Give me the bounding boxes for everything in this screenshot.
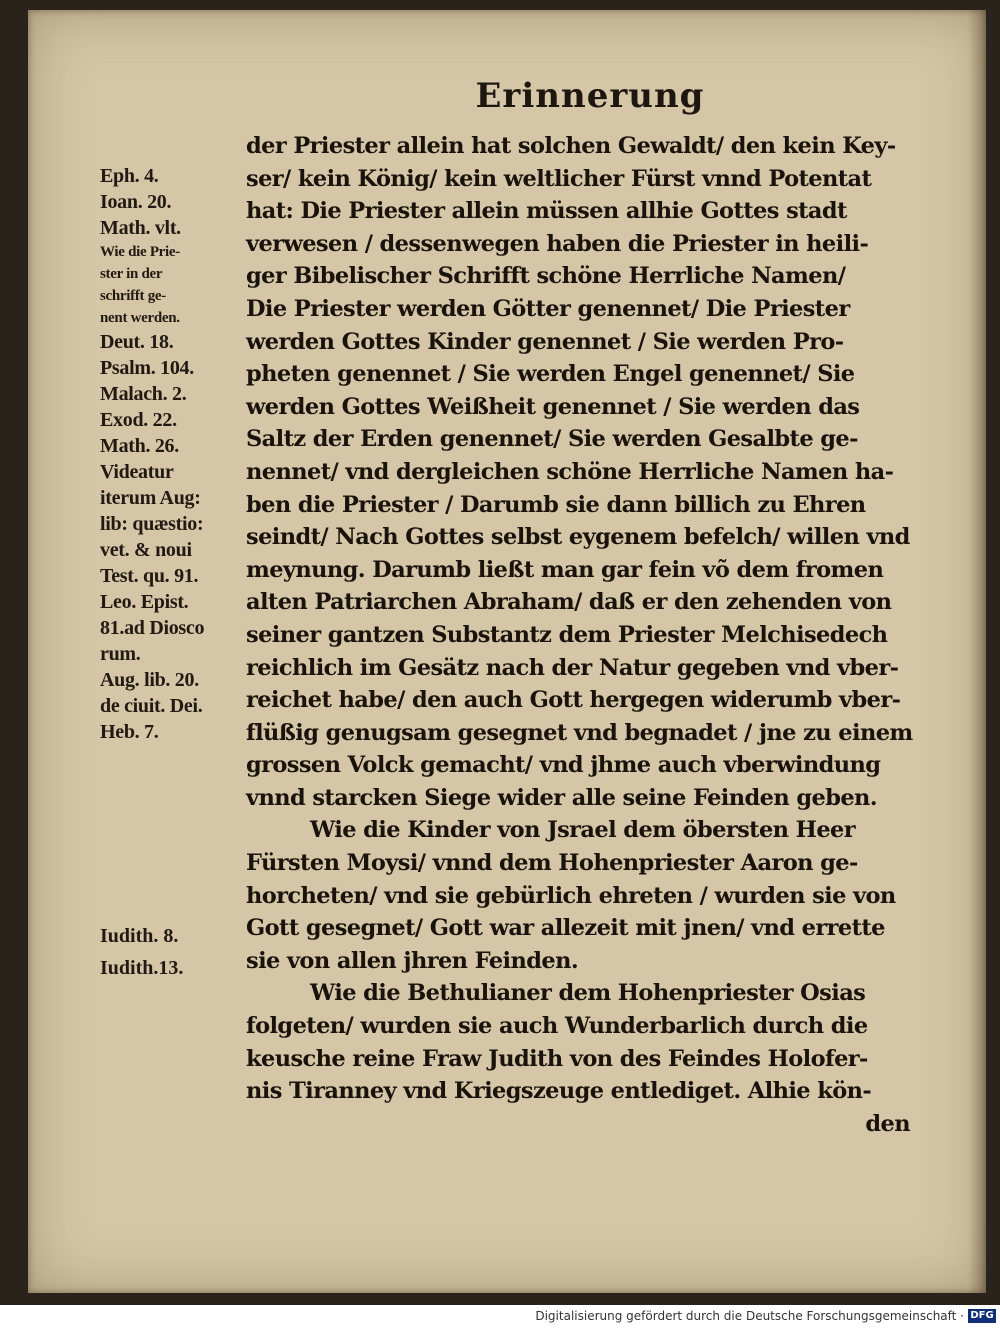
margin-note: Test. qu. 91. [100,565,199,587]
margin-note: Psalm. 104. [100,357,194,379]
text-line: Wie die Bethulianer dem Hohenpriester Osias [310,980,866,1007]
margin-note: ster in der [100,266,163,282]
text-line: grossen Volck gemacht/ vnd jhme auch vberwindung [246,752,881,779]
margin-note: rum. [100,643,141,665]
margin-note: Iudith. 8. [100,925,179,947]
text-line: nennet/ vnd dergleichen schöne Herrliche Namen ha- [246,458,894,485]
text-line: folgeten/ wurden sie auch Wunderbarlich durch die [246,1013,868,1040]
margin-note: Heb. 7. [100,721,159,743]
margin-note: Iudith.13. [100,957,184,979]
margin-note: Math. vlt. [100,217,181,239]
margin-note: Wie die Prie- [100,244,180,260]
margin-note: 81.ad Diosco [100,617,205,639]
text-line: ben die Priester / Darumb sie dann billich zu Ehren [246,491,866,518]
text-line: ser/ kein König/ kein weltlicher Fürst vnnd Potentat [246,165,872,192]
margin-note: lib: quæstio: [100,513,204,535]
text-line: sie von allen jhren Feinden. [246,947,579,974]
main-text [246,130,946,1140]
text-line: werden Gottes Weißheit genennet / Sie werden das [246,393,860,420]
text-line: seiner gantzen Substantz dem Priester Melchisedech [246,621,888,648]
text-line: werden Gottes Kinder genennet / Sie werden Pro- [246,328,844,355]
running-head: Erinnerung [475,76,705,116]
margin-notes-lower [100,920,245,984]
text-line: verwesen / dessenwegen haben die Priester in heili- [246,230,869,257]
margin-note: Aug. lib. 20. [100,669,199,691]
text-line: Die Priester werden Götter genennet/ Die Priester [246,295,850,322]
text-line: reichlich im Gesätz nach der Natur gegeben vnd vber- [246,654,899,681]
margin-note: de ciuit. Dei. [100,695,203,717]
text-line: seindt/ Nach Gottes selbst eygenem befelch/ willen vnd [246,524,910,551]
margin-note: Exod. 22. [100,409,177,431]
margin-note: vet. & noui [100,539,192,561]
margin-note: Eph. 4. [100,165,159,187]
text-line: Wie die Kinder von Jsrael dem öbersten Heer [310,817,856,844]
page-edge-shadow [968,10,986,1293]
text-line: Fürsten Moysi/ vnnd dem Hohenpriester Aaron ge- [246,850,858,877]
margin-notes [100,163,245,745]
text-line: vnnd starcken Siege wider alle seine Feinden geben. [246,784,878,811]
margin-note: Deut. 18. [100,331,174,353]
text-line: horcheten/ vnd sie gebürlich ehreten / wurden sie von [246,882,896,909]
margin-note: Videatur [100,461,174,483]
text-line: keusche reine Fraw Judith von des Feindes Holofer- [246,1045,868,1072]
margin-note: schrifft ge- [100,288,166,304]
funding-notice: Digitalisierung gefördert durch die Deutsche Forschungsgemeinschaft · [535,1309,964,1323]
text-line: der Priester allein hat solchen Gewaldt/ den kein Key- [246,133,896,159]
dfg-logo: DFG [968,1309,996,1323]
catchword: den [865,1110,910,1137]
text-line: meynung. Darumb ließt man gar fein võ dem fromen [246,556,884,583]
text-line: hat: Die Priester allein müssen allhie Gottes stadt [246,198,847,225]
text-line: reichet habe/ den auch Gott hergegen widerumb vber- [246,687,901,714]
text-line: pheten genennet / Sie werden Engel genennet/ Sie [246,361,855,388]
margin-note: iterum Aug: [100,487,201,509]
text-line: ger Bibelischer Schrifft schöne Herrliche Namen/ [246,263,846,290]
text-line: Saltz der Erden genennet/ Sie werden Gesalbte ge- [246,426,858,453]
margin-note: Ioan. 20. [100,191,172,213]
footer-bar [0,1305,1000,1328]
margin-note: Malach. 2. [100,383,187,405]
text-line: nis Tiranney vnd Kriegszeuge entlediget. Alhie kön- [246,1078,872,1105]
margin-note: nent werden. [100,310,180,326]
margin-note: Math. 26. [100,435,179,457]
text-line: Gott gesegnet/ Gott war allezeit mit jnen/ vnd errette [246,915,885,942]
margin-note: Leo. Epist. [100,591,189,613]
text-line: flüßig genugsam gesegnet vnd begnadet / jne zu einem [246,719,913,746]
text-line: alten Patriarchen Abraham/ daß er den zehenden von [246,589,892,616]
